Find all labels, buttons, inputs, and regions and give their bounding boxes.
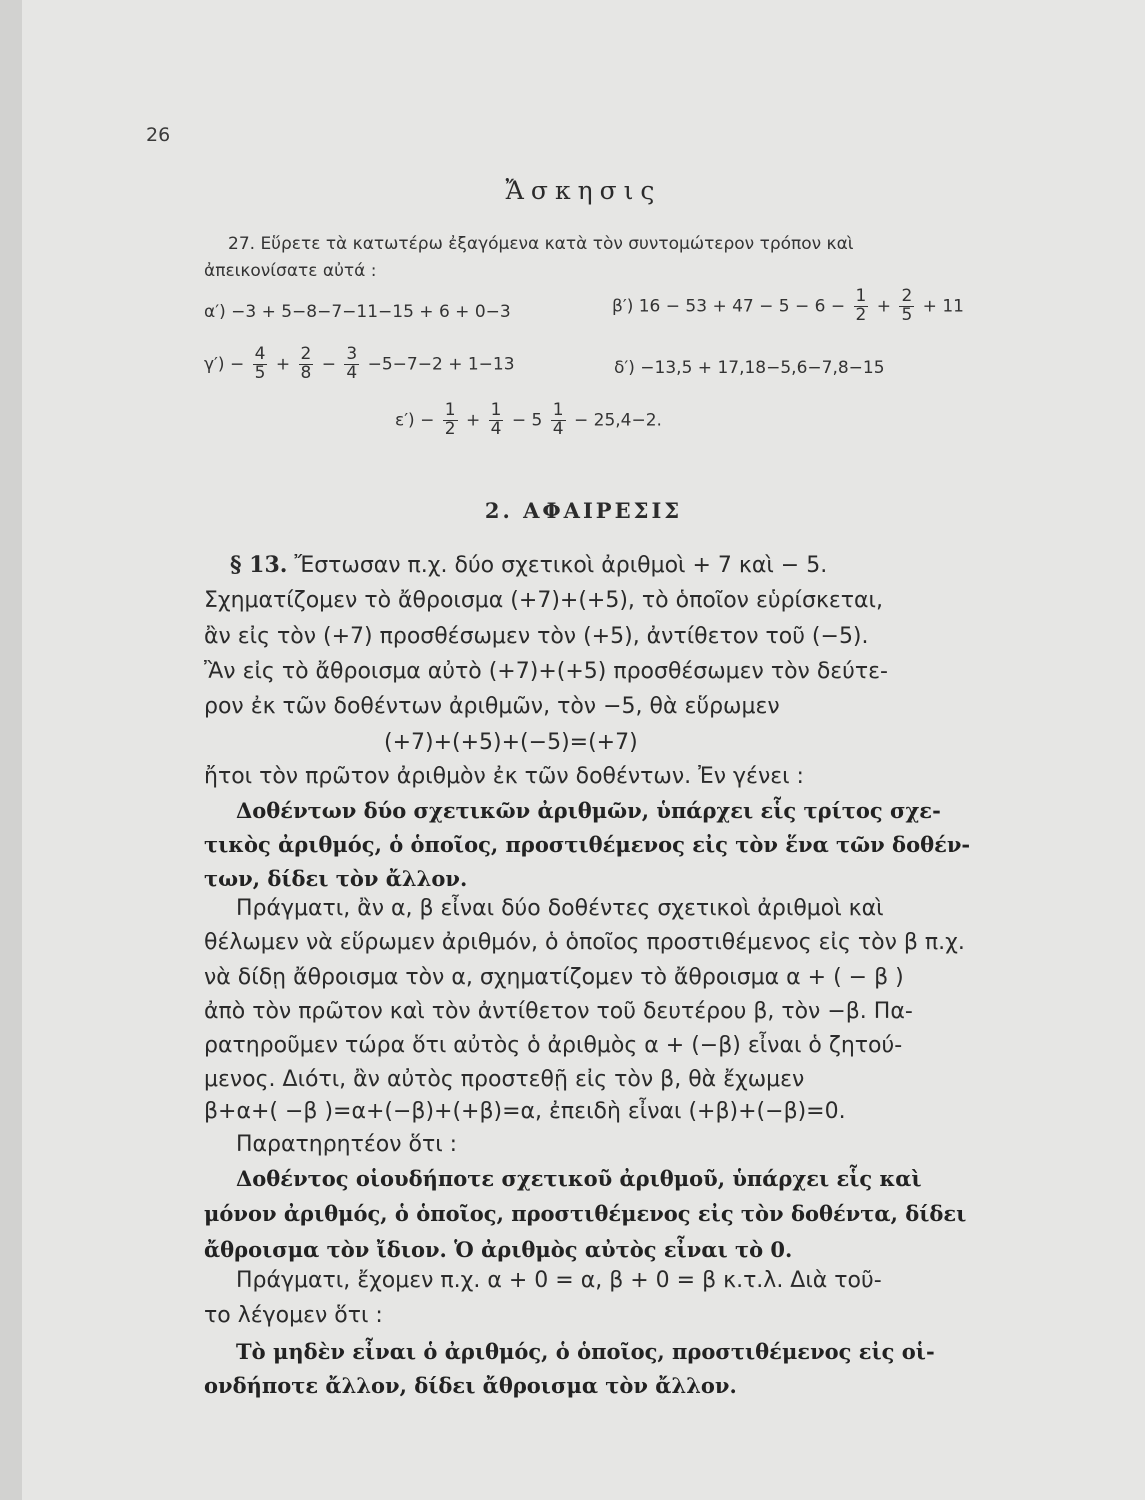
exercise-c-prefix: γ′) − xyxy=(204,354,245,375)
exercise-e-prefix: ε′) − xyxy=(395,410,435,431)
paragraph-line: Πράγματι, ἂν α, β εἶναι δύο δοθέντες σχετικοὶ ἀριθμοὶ καὶ xyxy=(236,896,884,921)
exercise-b xyxy=(612,288,964,325)
exercise-c xyxy=(204,346,515,383)
paragraph-line xyxy=(230,552,827,578)
fraction: $\frac{1}{2}$ xyxy=(444,400,456,439)
exercise-intro-line1: 27. Εὕρετε τὰ κατωτέρω ἐξαγόμενα κατὰ τὸν συντομώτερον τρόπον καὶ xyxy=(228,234,854,254)
exercise-title: Ἄσκησις xyxy=(505,176,662,205)
rule-line: ἄθροισμα τὸν ἴδιον. Ὁ ἀριθμὸς αὐτὸς εἶναι τὸ 0. xyxy=(204,1237,793,1262)
rule-line: ονδήποτε ἄλλον, δίδει ἄθροισμα τὸν ἄλλον. xyxy=(204,1373,737,1398)
fraction: $\frac{3}{4}$ xyxy=(346,344,358,383)
line-text: Ἔστωσαν π.χ. δύο σχετικοὶ ἀριθμοὶ + 7 καὶ − 5. xyxy=(287,553,828,578)
paragraph-line: ρον ἐκ τῶν δοθέντων ἀριθμῶν, τὸν −5, θὰ εὕρωμεν xyxy=(204,694,780,719)
plus-sign: + xyxy=(465,410,481,431)
minus-sign: − xyxy=(321,354,336,375)
exercise-e-suffix: − 25,4−2. xyxy=(573,410,662,431)
fraction: $\frac{2}{8}$ xyxy=(300,344,312,383)
section-title: 2. ΑΦΑΙΡΕΣΙΣ xyxy=(484,498,683,523)
paragraph-line: ἂν εἰς τὸν (+7) προσθέσωμεν τὸν (+5), ἀντίθετον τοῦ (−5). xyxy=(204,624,869,649)
equation-line: β+α+( −β )=α+(−β)+(+β)=α, ἐπειδὴ εἶναι (+β)+(−β)=0. xyxy=(204,1099,846,1124)
exercise-d: δ′) −13,5 + 17,18−5,6−7,8−15 xyxy=(614,358,885,378)
fraction: $\frac{1}{2}$ xyxy=(855,286,867,325)
plus-sign: + xyxy=(275,354,291,375)
paragraph-line: μενος. Διότι, ἂν αὐτὸς προστεθῇ εἰς τὸν β, θὰ ἔχωμεν xyxy=(204,1067,805,1092)
paragraph-line: ρατηροῦμεν τώρα ὅτι αὐτὸς ὁ ἀριθμὸς α + (−β) εἶναι ὁ ζητού- xyxy=(204,1033,903,1058)
fraction: $\frac{2}{5}$ xyxy=(901,286,913,325)
rule-line: Τὸ μηδὲν εἶναι ὁ ἀριθμός, ὁ ὁποῖος, προστιθέμενος εἰς οἱ- xyxy=(236,1339,935,1364)
rule-line: τικὸς ἀριθμός, ὁ ὁποῖος, προστιθέμενος εἰς τὸν ἕνα τῶν δοθέν- xyxy=(204,832,971,857)
exercise-e xyxy=(395,402,662,439)
paragraph-line: ἀπὸ τὸν πρῶτον καὶ τὸν ἀντίθετον τοῦ δευτέρου β, τὸν −β. Πα- xyxy=(204,999,913,1024)
rule-line: μόνον ἀριθμός, ὁ ὁποῖος, προστιθέμενος εἰς τὸν δοθέντα, δίδει xyxy=(204,1201,967,1226)
exercise-b-suffix: + 11 xyxy=(922,296,964,317)
rule-line: των, δίδει τὸν ἄλλον. xyxy=(204,866,468,891)
paragraph-line: ἤτοι τὸν πρῶτον ἀριθμὸν ἐκ τῶν δοθέντων. Ἐν γένει : xyxy=(204,764,804,789)
fraction: $\frac{1}{4}$ xyxy=(490,400,502,439)
exercise-c-suffix: −5−7−2 + 1−13 xyxy=(367,354,515,375)
paragraph-line: Πράγματι, ἔχομεν π.χ. α + 0 = α, β + 0 = β κ.τ.λ. Διὰ τοῦ- xyxy=(236,1268,882,1293)
paragraph-line: Ἂν εἰς τὸ ἄθροισμα αὐτὸ (+7)+(+5) προσθέσωμεν τὸν δεύτε- xyxy=(204,659,888,684)
book-page xyxy=(22,0,1145,1500)
page-number: 26 xyxy=(146,124,171,146)
rule-line: Δοθέντων δύο σχετικῶν ἀριθμῶν, ὑπάρχει εἷς τρίτος σχε- xyxy=(236,798,941,823)
fraction: $\frac{1}{4}$ xyxy=(552,400,564,439)
rule-line: Δοθέντος οἱουδήποτε σχετικοῦ ἀριθμοῦ, ὑπάρχει εἷς καὶ xyxy=(236,1166,922,1191)
paragraph-line: νὰ δίδῃ ἄθροισμα τὸν α, σχηματίζομεν τὸ ἄθροισμα α + ( − β ) xyxy=(204,965,904,990)
paragraph-line: Σχηματίζομεν τὸ ἄθροισμα (+7)+(+5), τὸ ὁποῖον εὑρίσκεται, xyxy=(204,588,883,613)
fraction: $\frac{4}{5}$ xyxy=(254,344,266,383)
plus-sign: + xyxy=(876,296,892,317)
paragraph-line: Παρατηρητέον ὅτι : xyxy=(236,1132,458,1157)
exercise-intro-line2: ἀπεικονίσατε αὐτά : xyxy=(204,261,377,281)
exercise-a: α′) −3 + 5−8−7−11−15 + 6 + 0−3 xyxy=(204,302,511,322)
paragraph-line: το λέγομεν ὅτι : xyxy=(204,1303,383,1328)
paragraph-line: θέλωμεν νὰ εὕρωμεν ἀριθμόν, ὁ ὁποῖος προστιθέμενος εἰς τὸν β π.χ. xyxy=(204,930,965,955)
section-mark: § 13. xyxy=(230,552,288,578)
mixed-whole: − 5 xyxy=(511,410,543,431)
exercise-b-prefix: β′) 16 − 53 + 47 − 5 − 6 − xyxy=(612,296,846,317)
equation-line: (+7)+(+5)+(−5)=(+7) xyxy=(384,730,638,755)
